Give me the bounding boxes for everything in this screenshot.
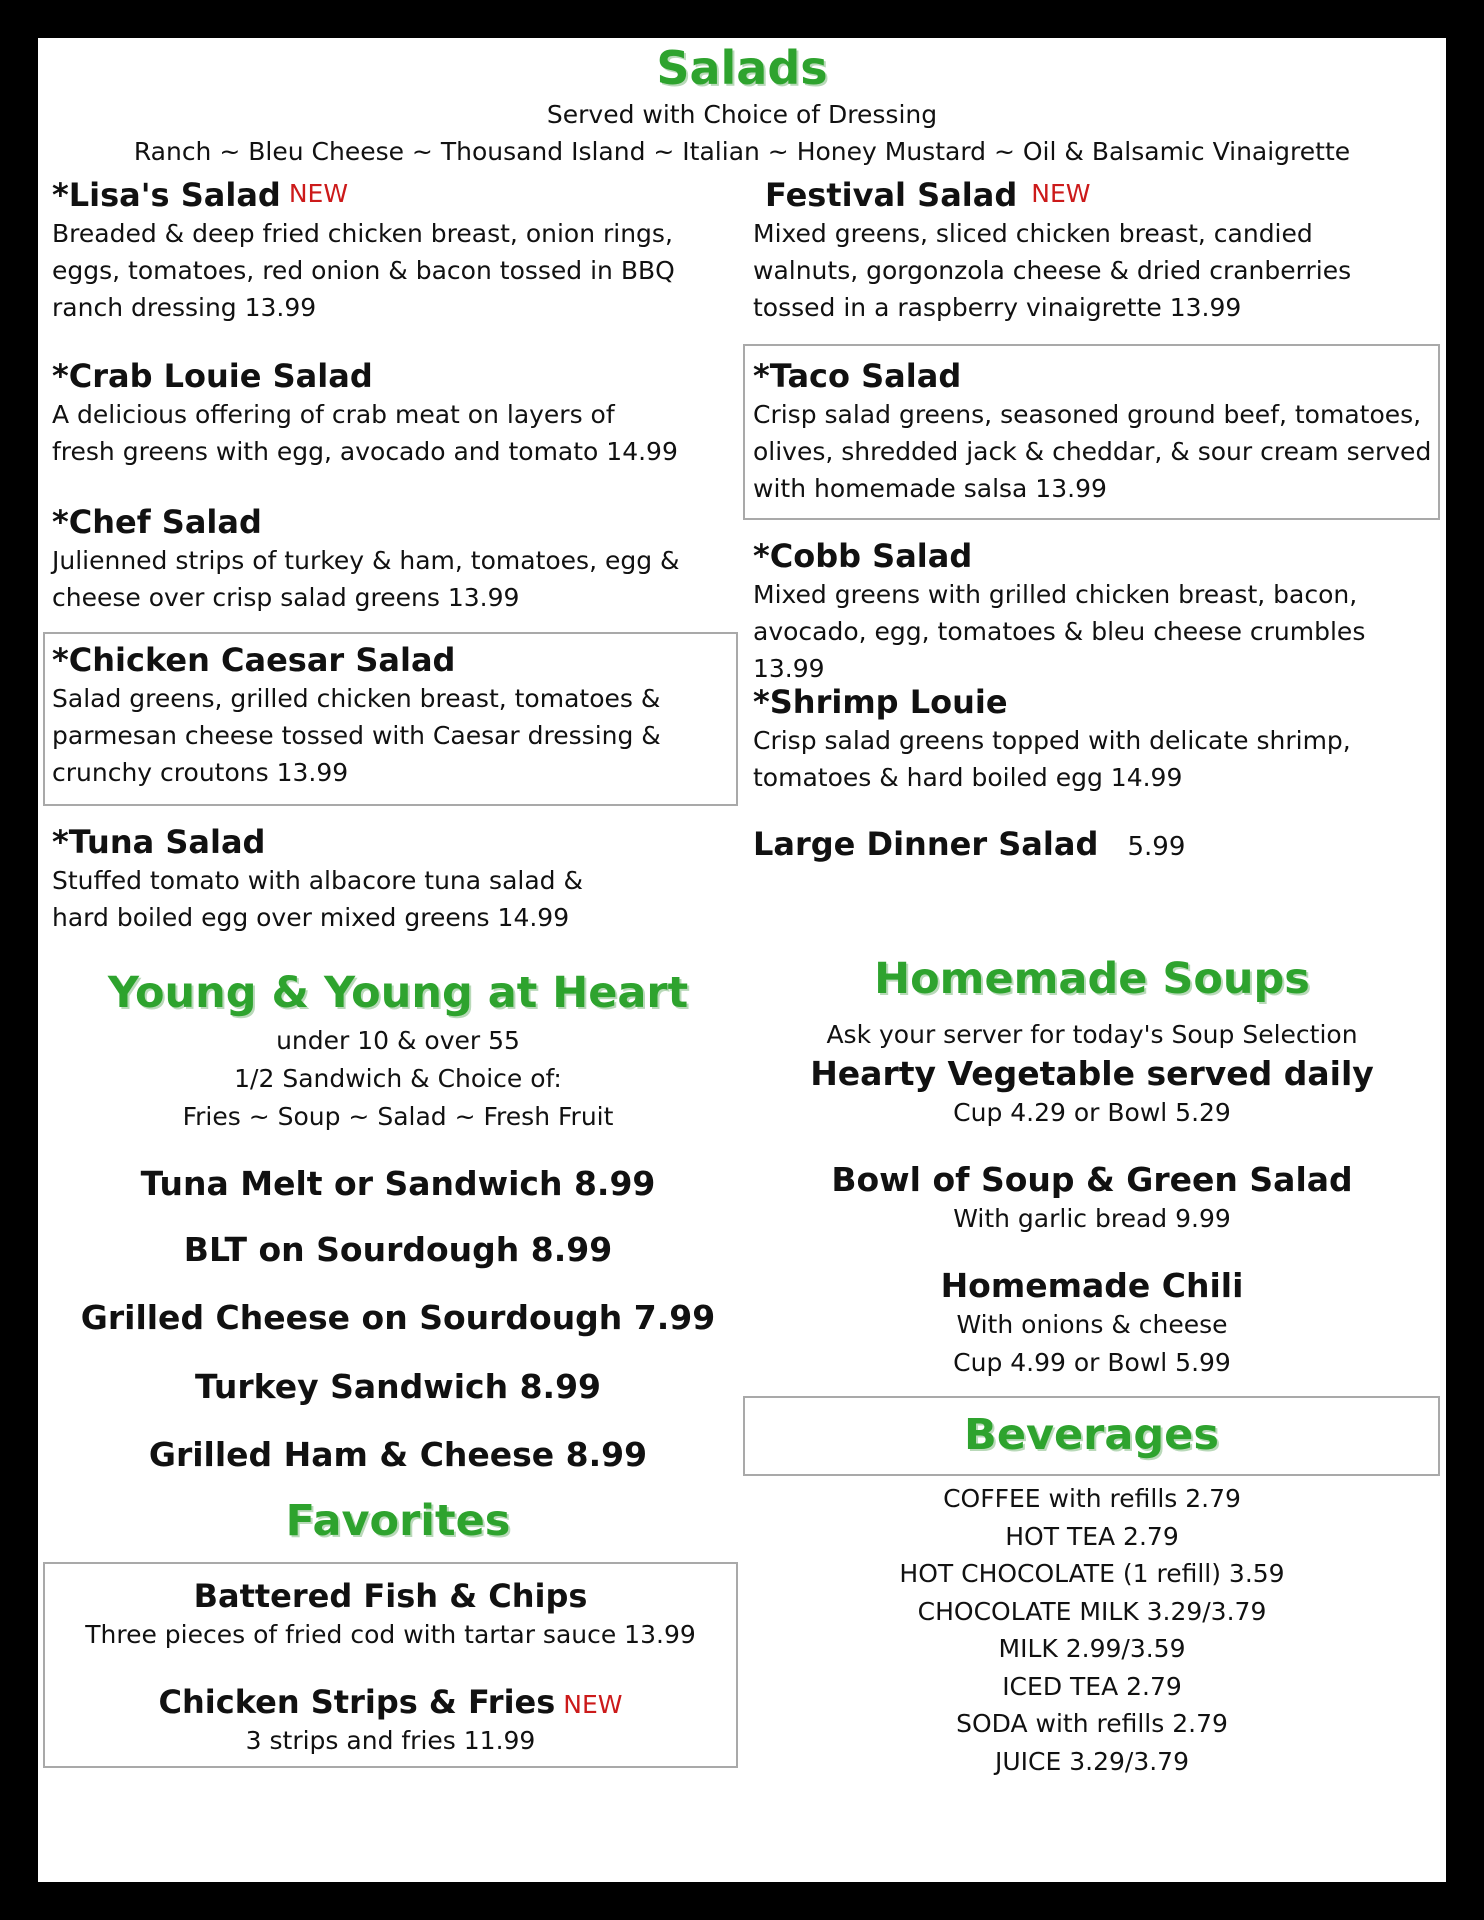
favorites-title: Favorites <box>285 1496 511 1546</box>
hearty-vegetable-title: Hearty Vegetable served daily <box>810 1054 1374 1093</box>
salad-item-festival <box>753 174 1443 326</box>
salad-desc-line: with homemade salsa 13.99 <box>753 474 1107 503</box>
beverage-item: HOT CHOCOLATE (1 refill) 3.59 <box>899 1559 1285 1588</box>
salads-title: Salads <box>656 41 828 95</box>
salad-desc-line: eggs, tomatoes, red onion & bacon tossed in BBQ <box>52 256 675 285</box>
soups-title: Homemade Soups <box>874 954 1310 1004</box>
beverage-item: SODA with refills 2.79 <box>956 1709 1228 1738</box>
salad-desc-line: hard boiled egg over mixed greens 14.99 <box>52 903 570 932</box>
salad-item-chef <box>52 502 752 616</box>
menu-page <box>38 38 1446 1882</box>
salad-name: *Cobb Salad <box>753 537 973 575</box>
beverage-item: HOT TEA 2.79 <box>1005 1521 1179 1551</box>
salad-item-shrimp-louie <box>753 682 1443 796</box>
salad-item-cobb <box>753 536 1443 687</box>
salad-item-tuna <box>52 822 752 936</box>
salad-desc-line: Crisp salad greens, seasoned ground beef, tomatoes, <box>753 400 1422 429</box>
hearty-vegetable-price: Cup 4.29 or Bowl 5.29 <box>953 1098 1231 1127</box>
beverage-list <box>742 1480 1442 1780</box>
chicken-strips-title <box>43 1682 738 1725</box>
salad-desc-line: Salad greens, grilled chicken breast, tomatoes & <box>52 684 661 713</box>
dressing-options: Ranch ~ Bleu Cheese ~ Thousand Island ~ Italian ~ Honey Mustard ~ Oil & Balsamic Vinaigrette <box>133 137 1351 166</box>
salad-desc-line: avocado, egg, tomatoes & bleu cheese crumbles 13.99 <box>753 617 1366 683</box>
beverage-item: ICED TEA 2.79 <box>1002 1671 1182 1701</box>
beverage-item: CHOCOLATE MILK 3.29/3.79 <box>917 1596 1267 1626</box>
chicken-strips-name: Chicken Strips & Fries <box>158 1683 556 1721</box>
salad-desc-line: Stuffed tomato with albacore tuna salad & <box>52 866 583 895</box>
salad-item-lisas <box>52 174 752 326</box>
salad-desc-line: Mixed greens, sliced chicken breast, candied <box>753 219 1313 248</box>
salads-subtitle: Served with Choice of Dressing <box>546 100 938 129</box>
chicken-strips-desc: 3 strips and fries 11.99 <box>245 1726 536 1755</box>
young-title: Young & Young at Heart <box>107 968 689 1018</box>
salad-desc-line: Breaded & deep fried chicken breast, onion rings, <box>52 219 673 248</box>
fish-chips-title: Battered Fish & Chips <box>193 1577 588 1615</box>
salad-desc-line: fresh greens with egg, avocado and tomato 14.99 <box>52 437 678 466</box>
salad-item-crab-louie <box>52 356 752 470</box>
kid-menu-item: Grilled Cheese on Sourdough 7.99 <box>80 1298 716 1337</box>
salad-desc-line: parmesan cheese tossed with Caesar dressing & <box>52 721 661 750</box>
salad-desc-line: Mixed greens with grilled chicken breast, bacon, <box>753 580 1358 609</box>
soup-salad-desc: With garlic bread 9.99 <box>953 1204 1231 1233</box>
salad-desc-line: A delicious offering of crab meat on layers of <box>52 400 615 429</box>
salad-name: *Taco Salad <box>753 357 962 395</box>
new-badge: NEW <box>1031 179 1091 208</box>
young-line: 1/2 Sandwich & Choice of: <box>234 1064 562 1093</box>
salad-desc-line: ranch dressing 13.99 <box>52 293 317 322</box>
kid-menu-item: Turkey Sandwich 8.99 <box>194 1367 601 1406</box>
salad-desc-line: tossed in a raspberry vinaigrette 13.99 <box>753 293 1242 322</box>
salad-item-chicken-caesar <box>52 640 732 791</box>
large-dinner-salad <box>753 824 1185 867</box>
salad-name: *Shrimp Louie <box>753 683 1008 721</box>
soup-ask-server: Ask your server for today's Soup Selection <box>826 1020 1358 1049</box>
beverages-title: Beverages <box>964 1410 1219 1460</box>
salad-desc-line: tomatoes & hard boiled egg 14.99 <box>753 763 1183 792</box>
salad-desc-line: crunchy croutons 13.99 <box>52 758 349 787</box>
salad-desc-line: Crisp salad greens topped with delicate shrimp, <box>753 726 1351 755</box>
salad-desc-line: Julienned strips of turkey & ham, tomatoes, egg & <box>52 546 680 575</box>
salad-name: Festival Salad <box>765 176 1018 214</box>
salad-desc-line: olives, shredded jack & cheddar, & sour cream served <box>753 437 1432 466</box>
large-dinner-price: 5.99 <box>1127 832 1186 862</box>
salad-name: *Lisa's Salad <box>52 176 281 214</box>
salad-name: *Tuna Salad <box>52 823 266 861</box>
salad-name: *Chef Salad <box>52 503 262 541</box>
new-badge: NEW <box>563 1690 623 1719</box>
fish-chips-desc: Three pieces of fried cod with tartar sauce 13.99 <box>85 1620 696 1649</box>
salad-desc-line: walnuts, gorgonzola cheese & dried cranberries <box>753 256 1352 285</box>
kid-menu-item: Grilled Ham & Cheese 8.99 <box>148 1435 648 1474</box>
salad-name: *Chicken Caesar Salad <box>52 641 456 679</box>
large-dinner-name: Large Dinner Salad <box>753 825 1099 863</box>
kid-menu-item: Tuna Melt or Sandwich 8.99 <box>140 1164 656 1203</box>
beverage-item: JUICE 3.29/3.79 <box>995 1746 1189 1776</box>
new-badge: NEW <box>288 179 349 208</box>
chili-desc: With onions & cheese <box>956 1310 1228 1339</box>
young-line: under 10 & over 55 <box>276 1026 520 1055</box>
chili-price: Cup 4.99 or Bowl 5.99 <box>953 1348 1231 1377</box>
salad-item-taco <box>753 356 1438 507</box>
salad-desc-line: cheese over crisp salad greens 13.99 <box>52 583 520 612</box>
chili-title: Homemade Chili <box>940 1266 1244 1305</box>
kid-menu-item: BLT on Sourdough 8.99 <box>183 1230 613 1269</box>
soup-salad-title: Bowl of Soup & Green Salad <box>831 1160 1353 1199</box>
beverage-item: COFFEE with refills 2.79 <box>943 1484 1241 1513</box>
beverage-item: MILK 2.99/3.59 <box>998 1634 1186 1663</box>
young-line: Fries ~ Soup ~ Salad ~ Fresh Fruit <box>182 1102 614 1131</box>
salad-name: *Crab Louie Salad <box>52 357 373 395</box>
